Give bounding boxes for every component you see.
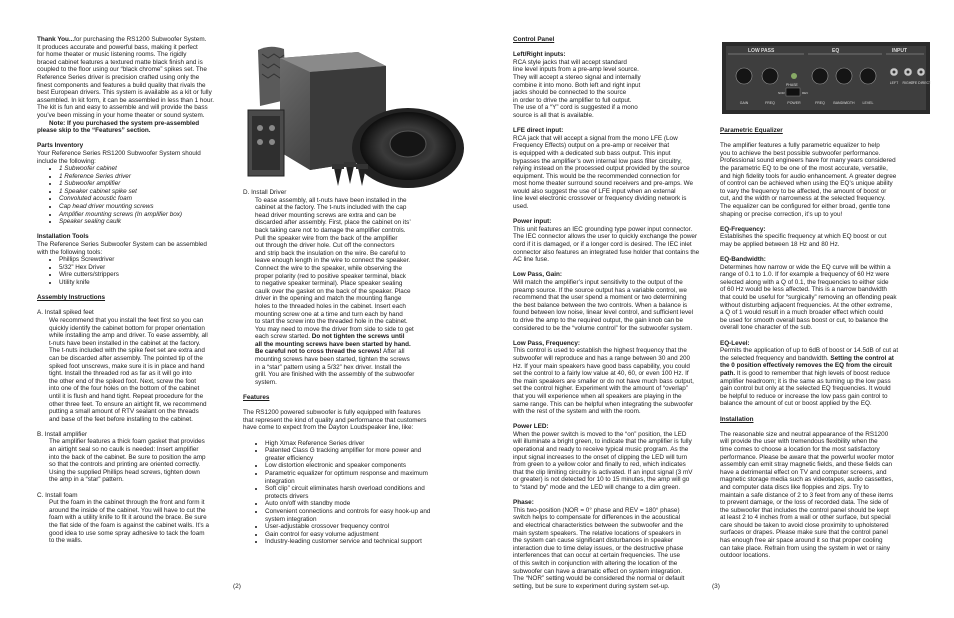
installation-line: to prevent damage, or the loss of recorded data. The side of	[720, 499, 889, 507]
control-section-line: AC line fuse.	[513, 256, 549, 264]
step-d-line: Connect the wire to the speaker, while observing the	[255, 264, 403, 272]
control-section-line: subwoofer will reproduce and has a range between 30 and 200	[513, 354, 691, 362]
control-section-line: that the clip limiting circuitry is activated. If an input signal (3 mV	[513, 468, 693, 476]
step-d-line: to start the screw into the threaded hole in the cabinet.	[255, 318, 408, 326]
installation-tools-heading: Installation Tools	[37, 233, 89, 241]
step-d-line: To ease assembly, all t-nuts have been installed in the	[255, 196, 407, 204]
step-d-line: back taking care not to damage the amplifier controls.	[255, 226, 406, 234]
feature-item: • Parametric equalizer for optimum response and maximum integration	[265, 470, 440, 485]
feature-item: • Soft clip” circuit eliminates harsh overload conditions and protects drivers	[265, 485, 440, 500]
panel-input-label: INPUT	[892, 48, 907, 54]
step-d-line: in a “star” pattern using a 5/32” hex driver. Install the	[255, 363, 402, 371]
eq-bandwidth-heading: EQ-Bandwidth:	[720, 256, 766, 264]
features-intro-line: have come to expect from the Dayton Loudspeaker line, like:	[243, 424, 414, 432]
parts-item: • 1 Speaker cabinet spike set	[59, 188, 237, 196]
eq-bandwidth-line: be used for smooth overall bass boost or cut, to balance the	[720, 316, 889, 324]
tools-item: • Wire cutters/strippers	[59, 271, 237, 279]
step-d-line: caulk over the gasket on the back of the speaker. Place	[255, 287, 411, 295]
control-section-line: line level inputs from a pre-amp level source.	[513, 66, 639, 74]
control-section-line: same range. This can be helpful when integrating the subwoofer	[513, 400, 694, 408]
step-c-title: C. Install foam	[37, 491, 78, 499]
control-section-line: RCA style jacks that will accept standard	[513, 58, 627, 66]
control-section-line: This control is used to establish the highest frequency that the	[513, 347, 687, 355]
installation-line: surfaces or drapes. Please make sure that the control panel	[720, 529, 888, 537]
step-c-text	[37, 499, 237, 545]
control-section-line: Frequency Effects) output on a pre-amp or receiver that	[513, 142, 670, 150]
parts-item: • 1 Subwoofer amplifier	[59, 180, 237, 188]
step-a-title: A. Install spiked feet	[37, 309, 94, 317]
step-d-line: holes to the threaded holes in the cabinet. Insert each	[255, 302, 406, 310]
eq-frequency-text	[720, 233, 925, 248]
step-c-line: foam with a utility knife to fit it around the brace. Be sure	[49, 514, 207, 522]
tools-item: • 5/32” Hex Driver	[59, 264, 237, 272]
installation-line: care should be taken to avoid close proximity to upholstered	[720, 521, 889, 529]
step-d-line: proper polarity (red to positive speaker terminal, black	[255, 272, 406, 280]
control-section-line: considered to be the “volume control” for the subwoofer system.	[513, 324, 693, 332]
control-section-line: The “NOR” setting would be considered the normal or default	[513, 575, 685, 583]
feature-item: • Convenient connections and controls for easy hook-up and system integration	[265, 508, 440, 523]
control-section-line: The use of a “Y” cord is suggested if a mono	[513, 104, 638, 112]
peq-line: cut, and the width or narrowness at the selected frequency.	[720, 195, 886, 203]
control-section-line: would also suggest the use of LFE input when an external	[513, 187, 676, 195]
peq-line: shaping or precise correction, it’s up to you!	[720, 210, 843, 218]
eq-frequency-line: may be applied between 18 Hz and 80 Hz.	[720, 240, 840, 248]
control-section-line: source is all that is available.	[513, 111, 594, 119]
control-panel-column	[513, 36, 713, 590]
features-list	[243, 440, 440, 546]
eq-level-line: balance the amount of cut or boost applied by the EQ.	[720, 400, 872, 408]
panel-low-pass-label: LOW PASS	[748, 48, 775, 54]
control-section-line: Will match the amplifier’s input sensitivity to the output of the	[513, 279, 683, 286]
control-section-line: connector also features an integrated fuse holder that contains the	[513, 248, 700, 256]
step-d-line: each screw started. Do not tighten the screws until	[255, 333, 405, 341]
panel-input-left: LEFT	[889, 81, 899, 85]
parts-inventory-heading: Parts Inventory	[37, 142, 84, 150]
parts-list	[37, 165, 237, 226]
intro-line: for home theater or music listening rooms. The rigidly	[37, 51, 187, 59]
control-section-line: subwoofer can have a dramatic effect on system integration.	[513, 567, 683, 575]
feature-item: • Industry-leading customer service and technical support	[265, 538, 440, 546]
control-section-line: found between low noise, linear level control, and sufficient level	[513, 309, 694, 317]
installation-line: magnetic storage media such as videotapes, audio cassettes,	[720, 476, 894, 484]
control-section-line: to drive the amp to the required output, the gain knob can be	[513, 316, 683, 324]
control-section-heading: Left/Right inputs:	[513, 51, 566, 59]
step-d-line: to negative speaker terminal). Place speaker sealing	[255, 280, 403, 288]
control-section-line: interaction due to time delay issues, or the destructive phase	[513, 544, 684, 552]
installation-line: the subwoofer that includes the control panel should be kept	[720, 506, 889, 514]
peq-line: The amplifier features a fully parametric equalizer to help	[720, 142, 880, 150]
peq-line: you to achieve the best possible subwoofer performance.	[720, 149, 881, 157]
feature-item: • Auto on/off with standby mode	[265, 500, 440, 508]
installation-line: performance. Please be aware that the powerful woofer motor	[720, 453, 894, 461]
installation-line: and computer data discs like floppies and zips. Try to	[720, 483, 869, 491]
features-intro	[243, 409, 471, 432]
eq-bandwidth-line: a Q of 1 would result in a much broader effect which could	[720, 309, 884, 317]
control-section-line: bypasses the amplifier’s own internal low pass filter circuitry,	[513, 157, 682, 165]
step-b-line: into the back of the cabinet. Be sure to position the amp	[49, 453, 206, 461]
installation-line: The reasonable size and neutral appearance of the RS1200	[720, 430, 889, 438]
eq-bandwidth-line: of 60 Hz would be less affected. This is a narrow bandwidth	[720, 286, 887, 294]
control-section-line: combine it into mono. Both left and right input	[513, 81, 641, 89]
control-section-line: to “stand by” mode and the LED will change to a dim green.	[513, 484, 681, 492]
step-d-line: grill. You are finished with the assembly of the subwoofer	[255, 371, 415, 379]
panel-eq-label: EQ	[832, 48, 840, 54]
control-section-line: the best balance between the two controls. When a balance is	[513, 301, 688, 309]
eq-frequency-line: Establishes the specific frequency at which EQ boost or cut	[720, 233, 887, 241]
control-section-line: switch helps to compensate for differences in the acoustical	[513, 514, 681, 522]
parts-intro-1: Your Reference Series RS1200 Subwoofer System should	[37, 149, 201, 157]
step-b-line: The amplifier features a thick foam gasket that provides	[49, 438, 205, 446]
step-d-line: mounting screws have been started, tighten the screws	[255, 356, 410, 364]
feature-item: • Patented Class G tracking amplifier for more power and greater efficiency	[265, 447, 440, 462]
note-line-1: Note: If you purchased the system pre-assembled	[49, 119, 200, 127]
control-section-line: the main speakers are smaller or do not have much bass output,	[513, 377, 694, 385]
eq-bandwidth-text	[720, 264, 925, 332]
step-d-title: D. Install Driver	[243, 189, 287, 196]
eq-bandwidth-line: Determines how narrow or wide the EQ curve will be within a	[720, 263, 891, 271]
step-a-line: other three feet. To ensure an airtight fit, we recommend	[49, 400, 207, 408]
control-section-line: that you will experience when all speakers are playing in the	[513, 392, 682, 400]
step-c-line: good idea to use some spray adhesive to tack the foam	[49, 529, 205, 537]
feature-item: • Gain control for easy volume adjustment	[265, 531, 440, 539]
control-section-line: This two-position (NOR = 0° phase and REV = 180° phase)	[513, 506, 680, 514]
control-section-line: They will accept a stereo signal and internally	[513, 73, 641, 81]
eq-level-bold: the 0 position effectively removes the EQ from the circuit	[720, 362, 893, 370]
step-a-line: and base of the feet before installing to the cabinet.	[49, 415, 193, 423]
control-section-heading: Low Pass, Gain:	[513, 271, 562, 279]
panel-eq-bandwidth: BANDWIDTH	[833, 101, 855, 105]
page-number-left: (2)	[233, 583, 241, 590]
step-d-line: out through the driver hole. Cut off the connectors	[255, 242, 395, 250]
intro-line: best European drivers. This system is available as a kit or fully	[37, 89, 212, 97]
eq-bandwidth-line: overall tone character of the sub.	[720, 324, 813, 332]
step-c-line: around the inside of the cabinet. You will have to cut the	[49, 506, 206, 514]
step-d-warning: all the mounting screws have been started by hand.	[255, 340, 411, 348]
step-d-line: head driver mounting screws are extra and can be	[255, 211, 397, 219]
intro-line: Reference Series driver is precision crafted using only the	[37, 73, 200, 81]
step-a-line: while installing the amp and driver. To ease assembly, all	[49, 332, 208, 340]
peq-line: the parametric EQ to be one of the most accurate, versatile,	[720, 164, 888, 172]
control-section-line: jacks should be connected to the source	[513, 89, 627, 97]
note-line-2: please skip to the “Features” section.	[37, 127, 151, 135]
features-heading: Features	[243, 394, 270, 402]
step-a-line: We recommend that you install the feet first so you can	[49, 316, 204, 324]
intro-line: braced cabinet features a textured matte black finish and is	[37, 58, 203, 66]
control-section-heading: Power input:	[513, 218, 552, 226]
intro-line: finest components and features a build quality that rivals the	[37, 81, 206, 89]
installation-line: will provide the user with tremendous flexibility when the	[720, 438, 878, 446]
step-d-line: driver in the opening and match the mounting flange	[255, 295, 402, 303]
step-d-warning: Be careful not to cross thread the screws! After all	[255, 348, 405, 356]
control-section-line: line level electronic crossover or frequency dividing network is	[513, 195, 687, 203]
step-d-line: and strip back the insulation on the wire. Be careful to	[255, 249, 406, 257]
control-section-line: or greater) is not detected for 10 to 15 minutes, the amp will go	[513, 476, 690, 484]
step-b-title: B. Install amplifier	[37, 430, 88, 438]
installation-line: assembly can emit stray magnetic fields, and these fields can	[720, 461, 893, 469]
panel-power-label: POWER	[787, 101, 801, 105]
step-d-text	[243, 197, 471, 387]
step-c-line: to the walls.	[49, 537, 83, 545]
tools-intro-2: with the following tools:	[37, 248, 103, 256]
control-panel-heading: Control Panel	[513, 36, 555, 43]
panel-input-right: RIGHT	[902, 81, 914, 85]
step-d-line: You may need to move the driver from side to side to get	[255, 325, 414, 333]
step-b-line: the amp in a “star” pattern.	[49, 476, 124, 484]
amplifier-control-panel-diagram	[716, 40, 936, 120]
eq-frequency-heading: EQ-Frequency:	[720, 225, 766, 233]
step-b-line: so that the controls and printing are oriented correctly.	[49, 461, 201, 469]
step-a-line: t-nuts have been installed in the cabinet at the factory.	[49, 339, 201, 347]
control-section-line: interferences that can occur at certain frequencies. The use	[513, 552, 681, 560]
intro-paragraph	[37, 36, 237, 120]
eq-bandwidth-line: without disturbing adjacent frequencies. At the other extreme,	[720, 301, 893, 309]
control-section-line: cord if it is damaged, or if a longer cord is desired. The IEC inlet	[513, 241, 692, 249]
control-section-line: relying instead on the processed output provided by the source	[513, 165, 690, 173]
installation-text	[720, 431, 925, 560]
step-a-line: The t-nuts included with the spike feet set are extra and	[49, 347, 205, 355]
step-d-line: cabinet at the factory. The t-nuts included with the cap	[255, 204, 407, 212]
intro-line: coupled to the floor using our “black chrome” spikes set. The	[37, 66, 207, 74]
step-c-line: the flat side of the foam is against the cabinet walls. It’s a	[49, 522, 209, 529]
middle-column	[243, 189, 471, 546]
eq-bandwidth-line: that could be useful for “surgically” removing an offending peak	[720, 294, 897, 302]
right-column	[720, 127, 925, 560]
eq-level-line: be helpful to reduce or increase the low pass gain control to	[720, 392, 888, 400]
step-a-line: the other end of the spiked foot. Next, screw the foot	[49, 377, 197, 385]
control-section-line: setting, but be sure to experiment during system set-up.	[513, 582, 670, 590]
control-section-line: This unit features an IEC grounding type power input connector.	[513, 225, 693, 233]
parts-item: • Speaker sealing caulk	[59, 218, 237, 226]
features-intro-line: The RS1200 powered subwoofer is fully equipped with features	[243, 409, 421, 417]
tools-item: • Utility knife	[59, 279, 237, 287]
control-section-line: operational and ready to receive typical music program. As the	[513, 446, 689, 454]
control-section-line: The IEC connector allows the user to quickly exchange the power	[513, 233, 698, 241]
step-d-line: Pull the speaker wire from the back of the amplifier	[255, 234, 398, 242]
step-d-line: mounting screw one at a time and turn each by hand	[255, 310, 403, 318]
eq-bandwidth-line: selected along with a Q of 0.1, the frequencies to either side	[720, 278, 889, 286]
control-section-line: and electrical characteristics between the subwoofer and the	[513, 522, 683, 529]
eq-level-line: Permits the application of up to 6dB of boost or 14.5dB of cut at	[720, 347, 899, 355]
panel-nor-label: NOR	[778, 91, 785, 95]
step-a-line: until it is flush and hand tight. Repeat procedure for the	[49, 392, 204, 400]
intro-line: The kit is fun and easy to assemble and will provide the bass	[37, 104, 208, 112]
parametric-equalizer-heading: Parametric Equalizer	[720, 127, 783, 134]
step-a-line: spiked foot unscrews, make sure it is in place and hand	[49, 362, 205, 370]
step-a-line: quickly identify the cabinet bottom for proper orientation	[49, 324, 205, 332]
parts-item: • 1 Subwoofer cabinet	[59, 165, 237, 173]
panel-rev-label: REV	[802, 91, 809, 95]
control-section-line: the system can cause significant disturbances in speaker	[513, 537, 674, 545]
left-column	[37, 36, 237, 545]
step-b-text	[37, 438, 237, 484]
step-d-line: leave enough length in the wire to connect the speaker.	[255, 257, 411, 265]
parts-intro-2: include the following:	[37, 157, 96, 165]
eq-level-text	[720, 347, 925, 408]
control-section-heading: Phase:	[513, 499, 534, 507]
panel-input-lfe: LFE DIRECT	[910, 81, 932, 85]
control-section-line: Hz. If your main speakers have good bass capability, you could	[513, 362, 690, 370]
control-section-line: main system speakers. The relative locations of speakers in	[513, 529, 681, 537]
panel-phase-label: PHASE	[786, 83, 798, 87]
parts-item: • 1 Reference Series driver	[59, 173, 237, 181]
peq-line: The equalizer can be configured for either broad, gentle tone	[720, 202, 891, 210]
subwoofer-kit-photo	[240, 40, 468, 188]
installation-line: has enough free air space around it so that proper cooling	[720, 537, 883, 545]
installation-line: outdoor locations.	[720, 552, 771, 560]
control-section-line: used.	[513, 203, 529, 211]
eq-level-line: the selected frequency and bandwidth. Setting the control at	[720, 354, 894, 362]
intro-line: assembled. In kit form, it can be assembled in less than 1 hour.	[37, 96, 215, 104]
control-section-line: When the power switch is moved to the “on” position, the LED	[513, 430, 687, 438]
step-a-line: can be discarded after assembly. The pointed tip of the	[49, 354, 203, 362]
control-section-line: set the control to a fairly low value at 40, 60, or even 100 Hz. If	[513, 370, 689, 378]
panel-knob-freq: FREQ	[765, 101, 775, 105]
parts-item: • Amplifier mounting screws (In amplifier box)	[59, 211, 237, 219]
control-section-line: will illuminate a bright green, to indicate that the amplifier is fully	[513, 438, 692, 446]
control-section-line: input signal increases to the onset of clipping the LED will turn	[513, 453, 688, 461]
intro-line: Thank You...for purchasing the RS1200 Subwoofer System.	[37, 36, 207, 43]
control-sections	[513, 51, 713, 590]
parts-item: • Convoluted acoustic foam	[59, 195, 237, 203]
eq-bandwidth-line: range of 0.1 to 1.0. If for example a frequency of 60 Hz were	[720, 271, 890, 279]
step-b-line: an airtight seal so no caulk is needed: Insert amplifier	[49, 446, 199, 454]
step-a-line: putting a small amount of RTV sealant on the threads	[49, 408, 199, 416]
control-section-heading: Power LED:	[513, 423, 549, 431]
step-d-line: system.	[255, 378, 277, 386]
control-section-line: recommend that the user spend a moment or two determining	[513, 294, 687, 302]
step-d-line: discarded after assembly. First, place the cabinet on its’	[255, 219, 411, 227]
step-b-line: Using the supplied Phillips head screws, tighten down	[49, 468, 200, 476]
feature-item: • High Xmax Reference Series driver	[265, 440, 440, 448]
control-section-line: from green to a yellow color and finally to red, which indicates	[513, 461, 686, 469]
feature-item: • User-adjustable crossover frequency control	[265, 523, 440, 531]
tools-item: • Phillips Screwdriver	[59, 256, 237, 264]
eq-level-line: path. It is good to remember that high levels of boost reduce	[720, 370, 890, 377]
control-section-line: of this switch in conjunction with altering the location of the	[513, 559, 678, 567]
intro-line: It produces accurate and powerful bass, making it perfect	[37, 43, 198, 51]
installation-line: at least 2 to 4 inches from a wall or other surface, but special	[720, 514, 891, 522]
control-section-line: set the control higher. Experiment with the amount of “overlap”	[513, 385, 688, 393]
step-a-line: into one of the four holes on the bottom of the cabinet	[49, 385, 200, 393]
page-number-right: (3)	[712, 583, 720, 590]
peq-line: to vary the frequency to be affected, the amount of boost or	[720, 187, 887, 195]
panel-eq-freq: FREQ	[815, 101, 825, 105]
control-section-line: most home theater surround sound receivers and pre-amps. We	[513, 180, 694, 188]
control-section-line: with the rest of the system and with the room.	[513, 408, 641, 416]
step-a-text	[37, 317, 237, 423]
eq-level-line: amplifier headroom; it is the same as turning up the low pass	[720, 377, 891, 385]
installation-line: have a detrimental effect on TV and computer screens, and	[720, 468, 887, 476]
control-section-heading: LFE direct input:	[513, 127, 564, 135]
installation-line: time comes to choose a location for the most satisfactory	[720, 445, 880, 453]
intro-line: you’ve been missing in your home theater or sound system.	[37, 111, 205, 119]
control-section-line: equipment. This would be the recommended connection for	[513, 172, 680, 180]
control-section-line: is equipped with a dedicated sub bass output. This input	[513, 149, 671, 157]
tools-list	[37, 256, 237, 286]
eq-level-line: gain control but only at the selected EQ frequencies. It would	[720, 385, 891, 393]
control-section-heading: Low Pass, Frequency:	[513, 339, 580, 347]
eq-level-heading: EQ-Level:	[720, 339, 750, 347]
features-intro-line: that represent the kind of quality and performance that customers	[243, 416, 427, 424]
feature-item: • Low distortion electronic and speaker components	[265, 462, 440, 470]
peq-line: of control can be achieved when using the EQ’s unique ability	[720, 180, 893, 188]
control-section-line: in order to drive the amplifier to full output.	[513, 96, 632, 104]
installation-heading: Installation	[720, 415, 754, 423]
peq-line: and high fidelity tools for audio enhancement. A greater degree	[720, 172, 897, 180]
panel-knob-gain: GAIN	[739, 101, 749, 105]
step-a-line: tight. Install the threaded rod as far as it will go into	[49, 370, 192, 378]
control-section-line: preamp source. If the source output has a variable control, we	[513, 286, 687, 294]
peq-line: Professional sound engineers have for many years considered	[720, 157, 896, 165]
installation-line: maintain a safe distance of 2 to 3 feet from any of these items	[720, 491, 894, 499]
control-section-line: RCA jack that will accept a signal from the mono LFE (Low	[513, 134, 678, 142]
installation-line: can take place. Refrain from using the system in wet or rainy	[720, 544, 890, 552]
assembly-instructions-heading: Assembly Instructions	[37, 294, 106, 302]
step-c-line: Put the foam in the cabinet through the front and form it	[49, 499, 205, 507]
panel-eq-level: LEVEL	[862, 101, 874, 105]
tools-intro-1: The Reference Series Subwoofer System can be assembled	[37, 241, 207, 249]
parametric-equalizer-text	[720, 142, 925, 218]
parts-item: • Cap head driver mounting screws	[59, 203, 237, 211]
